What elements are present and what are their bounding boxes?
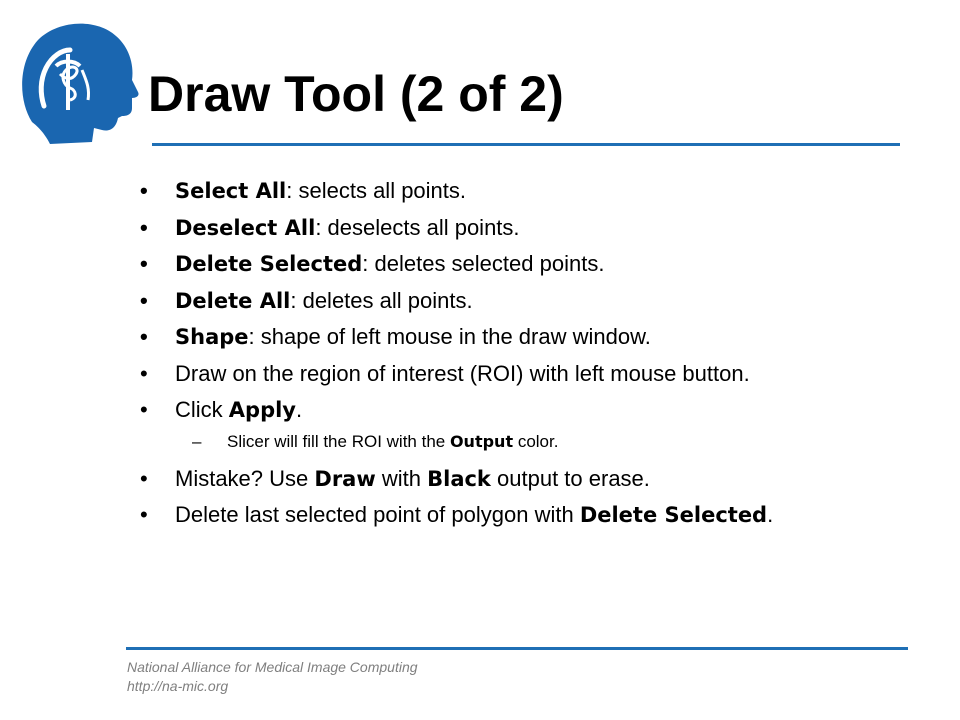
bullet-marker: • [140, 465, 148, 491]
bullet-marker: • [140, 324, 148, 349]
item-text: Click [175, 397, 229, 422]
footer-url: http://na-mic.org [127, 678, 229, 694]
dash-marker: – [192, 431, 202, 451]
bullet-marker: • [140, 502, 148, 527]
item-text: Mistake? Use [175, 465, 315, 491]
bullet-marker: • [140, 178, 148, 203]
keyword: Delete All [175, 288, 291, 313]
footer-rule [126, 647, 908, 650]
item-text: with [375, 465, 428, 491]
list-item [140, 464, 880, 494]
list-item [140, 500, 880, 530]
item-text: . [296, 397, 303, 422]
item-text: : deselects all points. [315, 214, 520, 240]
slide-title: Draw Tool (2 of 2) [148, 66, 564, 122]
item-text: Slicer will fill the ROI with the [227, 431, 450, 451]
list-item [140, 176, 880, 206]
bullet-marker: • [140, 214, 148, 240]
list-item [140, 359, 880, 389]
list-item [140, 322, 880, 352]
item-text: . [767, 502, 774, 527]
keyword: Shape [175, 325, 249, 349]
footer-org: National Alliance for Medical Image Computing [127, 659, 418, 675]
item-text: : selects all points. [286, 178, 467, 203]
item-text: Delete last selected point of polygon with [175, 502, 580, 527]
bullet-marker: • [140, 360, 148, 386]
item-text: Draw on the region of interest (ROI) with left mouse button. [175, 360, 750, 386]
footer [127, 658, 418, 696]
item-text: color. [513, 431, 559, 451]
item-text: : shape of left mouse in the draw window. [248, 324, 651, 349]
keyword: Select All [175, 179, 287, 203]
list-item [140, 286, 880, 316]
sub-list-item [192, 430, 880, 454]
keyword: Apply [228, 398, 296, 422]
keyword: Output [449, 431, 514, 451]
bullet-marker: • [140, 251, 148, 276]
keyword: Delete Selected [579, 503, 768, 527]
namic-logo-icon [10, 10, 148, 148]
keyword: Black [427, 466, 491, 491]
title-underline [152, 143, 900, 146]
bullet-list [140, 176, 880, 537]
keyword: Delete Selected [175, 252, 363, 276]
list-item [140, 395, 880, 425]
keyword: Draw [314, 466, 376, 491]
bullet-marker: • [140, 397, 148, 422]
keyword: Deselect All [175, 215, 316, 240]
bullet-marker: • [140, 287, 148, 313]
item-text: : deletes all points. [290, 287, 473, 313]
item-text: output to erase. [490, 465, 650, 491]
item-text: : deletes selected points. [362, 251, 605, 276]
list-item [140, 213, 880, 243]
list-item [140, 249, 880, 279]
